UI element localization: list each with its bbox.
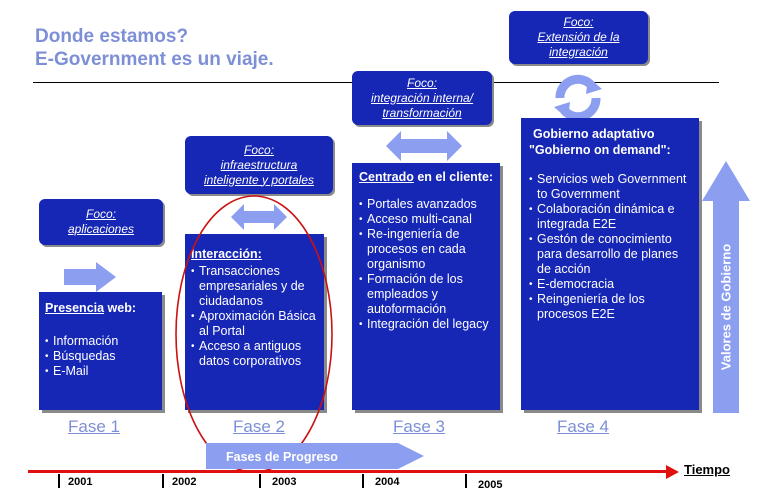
values-label: Valores de Gobierno	[718, 243, 734, 371]
timeline-label: Tiempo	[684, 462, 730, 477]
phase-4-box	[521, 118, 699, 410]
values-label-container	[702, 201, 750, 413]
phase-2-heading: Interacción:	[191, 247, 262, 261]
year-label: 2001	[68, 476, 93, 488]
phase-4-heading	[529, 126, 692, 158]
title-line-2: E-Government es un viaje.	[35, 49, 274, 70]
right-arrow-icon	[64, 262, 118, 292]
focus-2-line-2: infraestructura	[220, 157, 298, 172]
year-tick	[58, 474, 60, 488]
year-label: 2003	[272, 476, 297, 488]
fase-3-label: Fase 3	[393, 417, 445, 436]
list-item: • Integración del legacy	[359, 317, 494, 332]
list-item: • Aproximación Básica al Portal	[191, 309, 318, 339]
focus-2-line-1: Foco:	[243, 142, 274, 157]
focus-box-3	[352, 71, 492, 125]
phase-3-heading: Centrado en el cliente:	[359, 170, 494, 184]
list-item: • Colaboración dinámica e integrada E2E	[529, 202, 692, 232]
list-item: • Información	[45, 334, 156, 349]
timeline-axis	[28, 470, 668, 473]
list-item: • E-democracia	[529, 277, 692, 292]
year-label: 2005	[478, 479, 503, 491]
year-tick	[362, 474, 364, 488]
focus-box-2	[185, 136, 333, 194]
list-item: • Acceso a antiguos datos corporativos	[191, 339, 318, 369]
phase-1-box	[39, 292, 162, 410]
focus-4-line-2: Extensión de la	[537, 30, 620, 44]
phase-3-box	[352, 163, 500, 410]
list-item: • Portales avanzados	[359, 197, 494, 212]
focus-box-4	[509, 11, 648, 64]
year-tick	[465, 474, 467, 488]
year-tick	[162, 474, 164, 488]
list-item: • Re-ingeniería de procesos en cada organismo	[359, 227, 494, 272]
fase-1-label: Fase 1	[68, 417, 120, 436]
timeline-arrow-icon	[666, 465, 679, 479]
list-item: • Gestón de conocimiento para desarrollo de planes de acción	[529, 232, 692, 277]
title-line-1: Donde estamos?	[35, 26, 189, 47]
list-item: • Servicios web Government to Government	[529, 172, 692, 202]
phase-4-heading-line-1: Gobierno adaptativo	[533, 127, 655, 141]
focus-3-line-3: transformación	[382, 105, 462, 120]
phase-1-heading: Presencia web:	[45, 301, 137, 315]
focus-3-line-1: Foco:	[406, 75, 437, 90]
year-label: 2002	[172, 476, 197, 488]
focus-box-1	[39, 199, 163, 245]
list-item: • E-Mail	[45, 364, 156, 379]
focus-2-line-3: inteligente y portales	[203, 172, 315, 187]
double-arrow-icon	[386, 131, 462, 161]
focus-1-line-2: aplicaciones	[67, 222, 135, 236]
phase-1-list	[45, 334, 156, 379]
phase-4-list	[529, 172, 692, 322]
list-item: • Reingeniería de los procesos E2E	[529, 292, 692, 322]
focus-3-line-2: integración interna/	[370, 90, 474, 105]
year-label: 2004	[375, 476, 400, 488]
fase-4-label: Fase 4	[557, 417, 609, 436]
list-item: • Formación de los empleados y autoformación	[359, 272, 494, 317]
cycle-arrows-icon	[552, 74, 604, 122]
focus-1-line-1: Foco:	[85, 207, 116, 221]
list-item: • Acceso multi-canal	[359, 212, 494, 227]
list-item: • Búsquedas	[45, 349, 156, 364]
list-item: • Transacciones empresariales y de ciudadanos	[191, 264, 318, 309]
progress-label: Fases de Progreso	[226, 450, 338, 464]
focus-4-line-1: Foco:	[563, 15, 594, 29]
phase-3-list	[359, 197, 494, 332]
phase-4-heading-line-2: "Gobierno on demand":	[529, 143, 671, 157]
focus-4-line-3: integración	[549, 45, 608, 59]
fase-2-label: Fase 2	[233, 417, 285, 436]
year-tick	[259, 474, 261, 488]
